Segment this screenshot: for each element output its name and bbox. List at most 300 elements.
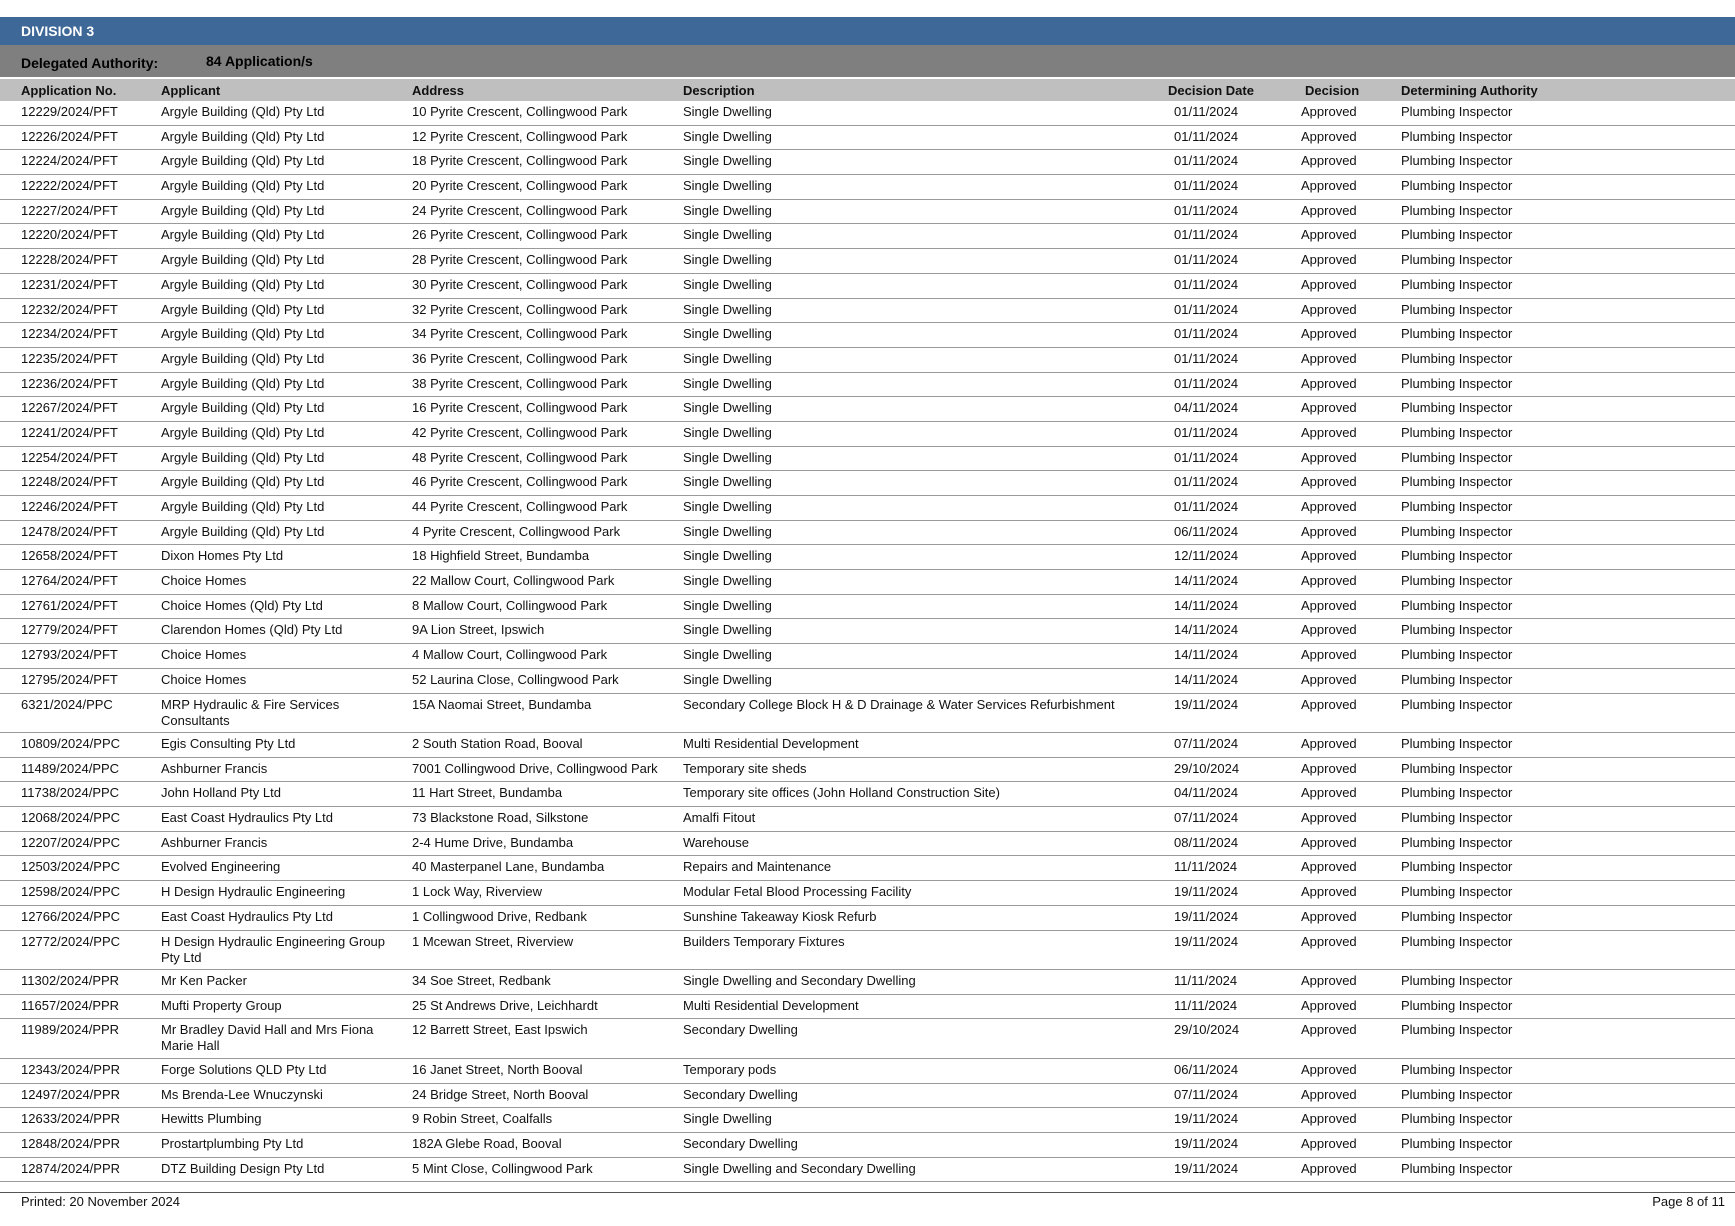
cell-description: Amalfi Fitout: [683, 810, 756, 826]
cell-decision-date: 19/11/2024: [1174, 696, 1239, 712]
cell-description: Single Dwelling: [683, 548, 772, 564]
cell-description: Single Dwelling: [683, 202, 772, 218]
cell-application-no: 12503/2024/PPC: [21, 859, 121, 875]
cell-application-no: 12874/2024/PPR: [21, 1160, 121, 1176]
cell-address: 18 Highfield Street, Bundamba: [412, 548, 590, 564]
cell-description: Single Dwelling and Secondary Dwelling: [683, 1160, 916, 1176]
cell-applicant: John Holland Pty Ltd: [161, 785, 281, 801]
cell-application-no: 12267/2024/PFT: [21, 400, 118, 416]
table-row: [0, 595, 1735, 620]
cell-application-no: 12793/2024/PFT: [21, 647, 118, 663]
cell-applicant: Choice Homes (Qld) Pty Ltd: [161, 597, 323, 613]
cell-decision-date: 01/11/2024: [1174, 375, 1239, 391]
table-row: [0, 545, 1735, 570]
cell-decision-date: 11/11/2024: [1174, 859, 1238, 875]
table-row: [0, 931, 1735, 971]
cell-address: 2 South Station Road, Booval: [412, 736, 583, 751]
cell-address: 18 Pyrite Crescent, Collingwood Park: [412, 153, 628, 169]
cell-decision-date: 11/11/2024: [1174, 997, 1238, 1013]
table-row: [0, 694, 1735, 734]
cell-application-no: 12497/2024/PPR: [21, 1086, 121, 1102]
cell-decision: Approved: [1301, 785, 1357, 801]
cell-address: 34 Soe Street, Redbank: [412, 973, 551, 988]
cell-description: Single Dwelling: [683, 1111, 772, 1127]
cell-determining-authority: Plumbing Inspector: [1401, 128, 1513, 144]
cell-applicant: Argyle Building (Qld) Pty Ltd: [161, 178, 325, 194]
cell-decision: Approved: [1301, 884, 1357, 900]
cell-address: 11 Hart Street, Bundamba: [412, 785, 563, 801]
cell-application-no: 12241/2024/PFT: [21, 424, 118, 440]
cell-determining-authority: Plumbing Inspector: [1401, 973, 1513, 988]
cell-decision-date: 01/11/2024: [1174, 276, 1239, 292]
table-row: [0, 175, 1735, 200]
cell-determining-authority: Plumbing Inspector: [1401, 573, 1513, 589]
cell-decision-date: 01/11/2024: [1174, 178, 1239, 194]
cell-applicant: Argyle Building (Qld) Pty Ltd: [161, 227, 325, 243]
division-header: [0, 17, 1735, 45]
table-row: [0, 299, 1735, 324]
cell-applicant: Evolved Engineering: [161, 859, 281, 875]
cell-determining-authority: Plumbing Inspector: [1401, 696, 1513, 712]
cell-applicant: Argyle Building (Qld) Pty Ltd: [161, 128, 325, 144]
cell-applicant: Argyle Building (Qld) Pty Ltd: [161, 301, 325, 317]
cell-address: 73 Blackstone Road, Silkstone: [412, 810, 589, 826]
cell-description: Single Dwelling: [683, 227, 772, 243]
cell-decision-date: 19/11/2024: [1174, 933, 1239, 949]
cell-application-no: 12772/2024/PPC: [21, 933, 121, 949]
cell-determining-authority: Plumbing Inspector: [1401, 834, 1513, 850]
cell-determining-authority: Plumbing Inspector: [1401, 810, 1513, 826]
cell-description: Single Dwelling: [683, 424, 772, 440]
cell-decision: Approved: [1301, 997, 1357, 1013]
cell-decision: Approved: [1301, 153, 1357, 169]
cell-decision-date: 01/11/2024: [1174, 449, 1239, 465]
cell-decision: Approved: [1301, 128, 1357, 144]
cell-address: 24 Pyrite Crescent, Collingwood Park: [412, 202, 628, 218]
cell-description: Multi Residential Development: [683, 997, 859, 1013]
table-row: [0, 1108, 1735, 1133]
cell-decision: Approved: [1301, 474, 1357, 490]
cell-description: Single Dwelling: [683, 301, 772, 317]
cell-determining-authority: Plumbing Inspector: [1401, 523, 1513, 539]
cell-decision-date: 01/11/2024: [1174, 128, 1239, 144]
cell-application-no: 12220/2024/PFT: [21, 227, 118, 243]
cell-decision-date: 11/11/2024: [1174, 973, 1238, 988]
cell-decision: Approved: [1301, 1061, 1357, 1077]
cell-applicant: Argyle Building (Qld) Pty Ltd: [161, 424, 325, 440]
cell-decision-date: 07/11/2024: [1174, 810, 1239, 826]
table-row: [0, 644, 1735, 669]
cell-application-no: 12207/2024/PPC: [21, 834, 121, 850]
cell-description: Secondary College Block H & D Drainage & Water Services Refurbishment: [683, 696, 1115, 712]
cell-decision-date: 01/11/2024: [1174, 252, 1239, 268]
cell-decision-date: 14/11/2024: [1174, 573, 1239, 589]
cell-decision-date: 01/11/2024: [1174, 153, 1239, 169]
cell-description: Single Dwelling: [683, 400, 772, 416]
cell-applicant: Argyle Building (Qld) Pty Ltd: [161, 523, 325, 539]
cell-description: Secondary Dwelling: [683, 1022, 798, 1038]
cell-address: 2-4 Hume Drive, Bundamba: [412, 834, 574, 850]
cell-determining-authority: Plumbing Inspector: [1401, 474, 1513, 490]
cell-decision: Approved: [1301, 1160, 1357, 1176]
table-row: [0, 619, 1735, 644]
cell-decision-date: 01/11/2024: [1174, 227, 1239, 243]
cell-application-no: 11302/2024/PPR: [21, 973, 120, 988]
cell-determining-authority: Plumbing Inspector: [1401, 671, 1513, 687]
cell-determining-authority: Plumbing Inspector: [1401, 499, 1513, 514]
cell-decision: Approved: [1301, 760, 1357, 776]
cell-decision-date: 29/10/2024: [1174, 1022, 1240, 1038]
cell-decision-date: 07/11/2024: [1174, 1086, 1239, 1102]
cell-decision-date: 19/11/2024: [1174, 1160, 1239, 1176]
cell-applicant: Argyle Building (Qld) Pty Ltd: [161, 375, 325, 391]
cell-decision: Approved: [1301, 424, 1357, 440]
cell-decision: Approved: [1301, 1111, 1357, 1127]
table-row: [0, 1084, 1735, 1109]
cell-description: Single Dwelling: [683, 622, 772, 638]
table-row: [0, 807, 1735, 832]
col-applicant: Applicant: [161, 83, 221, 98]
cell-determining-authority: Plumbing Inspector: [1401, 736, 1513, 751]
applications-table: [0, 101, 1735, 1182]
table-row: [0, 447, 1735, 472]
cell-application-no: 12779/2024/PFT: [21, 622, 118, 638]
cell-application-no: 12658/2024/PFT: [21, 548, 118, 564]
cell-address: 10 Pyrite Crescent, Collingwood Park: [412, 104, 628, 119]
cell-address: 1 Lock Way, Riverview: [412, 884, 543, 900]
cell-description: Temporary site sheds: [683, 760, 807, 776]
cell-application-no: 12234/2024/PFT: [21, 326, 118, 342]
cell-decision-date: 29/10/2024: [1174, 760, 1240, 776]
cell-decision: Approved: [1301, 908, 1357, 924]
table-row: [0, 422, 1735, 447]
cell-determining-authority: Plumbing Inspector: [1401, 597, 1513, 613]
cell-address: 12 Pyrite Crescent, Collingwood Park: [412, 128, 628, 144]
cell-address: 12 Barrett Street, East Ipswich: [412, 1022, 588, 1038]
cell-application-no: 12478/2024/PFT: [21, 523, 118, 539]
cell-determining-authority: Plumbing Inspector: [1401, 1111, 1513, 1127]
cell-decision: Approved: [1301, 449, 1357, 465]
cell-address: 28 Pyrite Crescent, Collingwood Park: [412, 252, 628, 268]
cell-decision: Approved: [1301, 671, 1357, 687]
cell-application-no: 12848/2024/PPR: [21, 1135, 121, 1151]
table-row: [0, 758, 1735, 783]
cell-decision: Approved: [1301, 810, 1357, 826]
cell-application-no: 12761/2024/PFT: [21, 597, 118, 613]
cell-decision: Approved: [1301, 597, 1357, 613]
table-row: [0, 970, 1735, 995]
cell-application-no: 12068/2024/PPC: [21, 810, 121, 826]
cell-description: Single Dwelling: [683, 350, 772, 366]
cell-applicant: Prostartplumbing Pty Ltd: [161, 1135, 304, 1151]
cell-application-no: 11657/2024/PPR: [21, 997, 120, 1013]
cell-address: 46 Pyrite Crescent, Collingwood Park: [412, 474, 628, 490]
cell-decision-date: 01/11/2024: [1174, 301, 1239, 317]
cell-address: 32 Pyrite Crescent, Collingwood Park: [412, 301, 628, 317]
cell-application-no: 12228/2024/PFT: [21, 252, 118, 268]
cell-applicant: Argyle Building (Qld) Pty Ltd: [161, 350, 325, 366]
cell-description: Single Dwelling: [683, 449, 772, 465]
cell-applicant: DTZ Building Design Pty Ltd: [161, 1160, 325, 1176]
cell-application-no: 12343/2024/PPR: [21, 1061, 121, 1077]
cell-determining-authority: Plumbing Inspector: [1401, 326, 1513, 342]
cell-decision: Approved: [1301, 202, 1357, 218]
cell-address: 1 Mcewan Street, Riverview: [412, 933, 574, 949]
cell-decision-date: 01/11/2024: [1174, 350, 1239, 366]
cell-applicant: Dixon Homes Pty Ltd: [161, 548, 284, 564]
table-row: [0, 348, 1735, 373]
cell-address: 16 Pyrite Crescent, Collingwood Park: [412, 400, 628, 416]
cell-decision: Approved: [1301, 326, 1357, 342]
table-row: [0, 397, 1735, 422]
cell-applicant: East Coast Hydraulics Pty Ltd: [161, 908, 333, 924]
cell-description: Repairs and Maintenance: [683, 859, 832, 875]
cell-determining-authority: Plumbing Inspector: [1401, 1160, 1513, 1176]
cell-decision: Approved: [1301, 696, 1357, 712]
col-decision-date: Decision Date: [1168, 83, 1254, 98]
cell-address: 24 Bridge Street, North Booval: [412, 1086, 589, 1102]
cell-application-no: 12766/2024/PPC: [21, 908, 121, 924]
cell-decision: Approved: [1301, 252, 1357, 268]
col-decision: Decision: [1305, 83, 1360, 98]
table-row: [0, 782, 1735, 807]
cell-application-no: 12236/2024/PFT: [21, 375, 118, 391]
cell-applicant: East Coast Hydraulics Pty Ltd: [161, 810, 333, 826]
cell-applicant: Argyle Building (Qld) Pty Ltd: [161, 499, 325, 514]
cell-description: Single Dwelling: [683, 573, 772, 589]
cell-description: Single Dwelling: [683, 178, 772, 194]
cell-applicant: Argyle Building (Qld) Pty Ltd: [161, 326, 325, 342]
cell-address: 38 Pyrite Crescent, Collingwood Park: [412, 375, 628, 391]
cell-application-no: 12598/2024/PPC: [21, 884, 121, 900]
cell-determining-authority: Plumbing Inspector: [1401, 622, 1513, 638]
cell-address: 1 Collingwood Drive, Redbank: [412, 908, 587, 924]
cell-application-no: 12224/2024/PFT: [21, 153, 118, 169]
table-row: [0, 150, 1735, 175]
cell-address: 20 Pyrite Crescent, Collingwood Park: [412, 178, 628, 194]
cell-address: 9 Robin Street, Coalfalls: [412, 1111, 553, 1127]
cell-applicant: Argyle Building (Qld) Pty Ltd: [161, 202, 325, 218]
cell-description: Single Dwelling: [683, 104, 772, 119]
cell-determining-authority: Plumbing Inspector: [1401, 785, 1513, 801]
cell-determining-authority: Plumbing Inspector: [1401, 760, 1513, 776]
cell-description: Single Dwelling: [683, 128, 772, 144]
cell-decision: Approved: [1301, 647, 1357, 663]
table-row: [0, 496, 1735, 521]
cell-decision-date: 19/11/2024: [1174, 884, 1239, 900]
cell-determining-authority: Plumbing Inspector: [1401, 400, 1513, 416]
table-row: [0, 274, 1735, 299]
cell-decision-date: 19/11/2024: [1174, 1111, 1239, 1127]
cell-determining-authority: Plumbing Inspector: [1401, 252, 1513, 268]
cell-description: Single Dwelling: [683, 252, 772, 268]
cell-decision-date: 14/11/2024: [1174, 597, 1239, 613]
cell-description: Single Dwelling: [683, 597, 772, 613]
cell-application-no: 12229/2024/PFT: [21, 104, 118, 119]
cell-application-no: 6321/2024/PPC: [21, 696, 113, 712]
cell-determining-authority: Plumbing Inspector: [1401, 178, 1513, 194]
cell-description: Multi Residential Development: [683, 736, 859, 751]
cell-description: Single Dwelling: [683, 523, 772, 539]
cell-decision: Approved: [1301, 622, 1357, 638]
cell-applicant: Argyle Building (Qld) Pty Ltd: [161, 449, 325, 465]
cell-determining-authority: Plumbing Inspector: [1401, 548, 1513, 564]
cell-address: 7001 Collingwood Drive, Collingwood Park: [412, 760, 658, 776]
cell-applicant: Choice Homes: [161, 647, 247, 663]
cell-determining-authority: Plumbing Inspector: [1401, 1022, 1513, 1038]
cell-decision-date: 07/11/2024: [1174, 736, 1239, 751]
cell-determining-authority: Plumbing Inspector: [1401, 1135, 1513, 1151]
col-description: Description: [683, 83, 755, 98]
col-application-no: Application No.: [21, 83, 117, 98]
cell-decision: Approved: [1301, 350, 1357, 366]
cell-applicant: Mr Ken Packer: [161, 973, 247, 988]
cell-applicant: Choice Homes: [161, 671, 247, 687]
cell-description: Single Dwelling: [683, 153, 772, 169]
cell-description: Single Dwelling: [683, 276, 772, 292]
cell-description: Single Dwelling: [683, 499, 772, 514]
cell-determining-authority: Plumbing Inspector: [1401, 153, 1513, 169]
table-row: [0, 1019, 1735, 1059]
cell-description: Single Dwelling and Secondary Dwelling: [683, 973, 916, 988]
cell-determining-authority: Plumbing Inspector: [1401, 859, 1513, 875]
cell-description: Temporary pods: [683, 1061, 777, 1077]
cell-decision-date: 01/11/2024: [1174, 474, 1239, 490]
cell-decision-date: 19/11/2024: [1174, 908, 1239, 924]
cell-determining-authority: Plumbing Inspector: [1401, 424, 1513, 440]
table-row: [0, 1059, 1735, 1084]
cell-address: 42 Pyrite Crescent, Collingwood Park: [412, 424, 628, 440]
cell-decision-date: 14/11/2024: [1174, 647, 1239, 663]
cell-address: 26 Pyrite Crescent, Collingwood Park: [412, 227, 628, 243]
cell-description: Sunshine Takeaway Kiosk Refurb: [683, 908, 877, 924]
table-row: [0, 126, 1735, 151]
cell-applicant: Argyle Building (Qld) Pty Ltd: [161, 400, 325, 416]
cell-address: 5 Mint Close, Collingwood Park: [412, 1160, 593, 1176]
cell-decision: Approved: [1301, 834, 1357, 850]
cell-determining-authority: Plumbing Inspector: [1401, 1086, 1513, 1102]
col-determining-authority: Determining Authority: [1401, 83, 1538, 98]
cell-applicant: Clarendon Homes (Qld) Pty Ltd: [161, 622, 343, 638]
cell-applicant: Choice Homes: [161, 573, 247, 589]
cell-applicant: Ashburner Francis: [161, 760, 268, 776]
cell-applicant: Hewitts Plumbing: [161, 1111, 262, 1127]
cell-determining-authority: Plumbing Inspector: [1401, 884, 1513, 900]
table-row: [0, 669, 1735, 694]
cell-decision: Approved: [1301, 301, 1357, 317]
cell-applicant: Argyle Building (Qld) Pty Ltd: [161, 474, 325, 490]
cell-application-no: 12235/2024/PFT: [21, 350, 118, 366]
cell-determining-authority: Plumbing Inspector: [1401, 933, 1513, 949]
cell-determining-authority: Plumbing Inspector: [1401, 997, 1513, 1013]
cell-decision: Approved: [1301, 400, 1357, 416]
cell-decision: Approved: [1301, 933, 1357, 949]
delegated-label: Delegated Authority:: [21, 55, 159, 71]
table-row: [0, 471, 1735, 496]
cell-decision-date: 01/11/2024: [1174, 104, 1239, 119]
cell-decision: Approved: [1301, 973, 1357, 988]
table-row: [0, 570, 1735, 595]
cell-determining-authority: Plumbing Inspector: [1401, 350, 1513, 366]
cell-description: Secondary Dwelling: [683, 1135, 798, 1151]
cell-decision-date: 08/11/2024: [1174, 834, 1239, 850]
cell-decision: Approved: [1301, 548, 1357, 564]
cell-application-no: 12246/2024/PFT: [21, 499, 118, 514]
cell-applicant: MRP Hydraulic & Fire Services Consultants: [161, 696, 340, 728]
cell-decision: Approved: [1301, 499, 1357, 514]
cell-description: Temporary site offices (John Holland Construction Site): [683, 785, 1000, 801]
table-row: [0, 733, 1735, 758]
cell-decision: Approved: [1301, 736, 1357, 751]
cell-description: Secondary Dwelling: [683, 1086, 798, 1102]
cell-description: Single Dwelling: [683, 671, 772, 687]
cell-decision-date: 12/11/2024: [1174, 548, 1239, 564]
table-header: [0, 79, 1735, 101]
printed-date: Printed: 20 November 2024: [21, 1194, 180, 1209]
cell-decision: Approved: [1301, 276, 1357, 292]
cell-decision-date: 06/11/2024: [1174, 523, 1239, 539]
cell-application-no: 12227/2024/PFT: [21, 202, 118, 218]
cell-application-no: 11989/2024/PPR: [21, 1022, 120, 1038]
table-row: [0, 1133, 1735, 1158]
table-row: [0, 995, 1735, 1020]
table-row: [0, 200, 1735, 225]
footer-divider: [0, 1192, 1735, 1193]
cell-address: 9A Lion Street, Ipswich: [412, 622, 545, 638]
cell-decision-date: 04/11/2024: [1174, 400, 1239, 416]
cell-applicant: Mr Bradley David Hall and Mrs Fiona Marie Hall: [161, 1022, 374, 1054]
cell-address: 52 Laurina Close, Collingwood Park: [412, 671, 619, 687]
cell-address: 34 Pyrite Crescent, Collingwood Park: [412, 326, 628, 342]
table-row: [0, 521, 1735, 546]
cell-determining-authority: Plumbing Inspector: [1401, 301, 1513, 317]
cell-address: 182A Glebe Road, Booval: [412, 1135, 562, 1151]
cell-decision-date: 01/11/2024: [1174, 326, 1239, 342]
table-row: [0, 323, 1735, 348]
cell-application-no: 12764/2024/PFT: [21, 573, 118, 589]
cell-description: Single Dwelling: [683, 474, 772, 490]
cell-applicant: Egis Consulting Pty Ltd: [161, 736, 296, 751]
cell-applicant: Argyle Building (Qld) Pty Ltd: [161, 276, 325, 292]
cell-applicant: Argyle Building (Qld) Pty Ltd: [161, 104, 325, 119]
cell-decision-date: 01/11/2024: [1174, 499, 1239, 514]
cell-determining-authority: Plumbing Inspector: [1401, 1061, 1513, 1077]
cell-application-no: 12222/2024/PFT: [21, 178, 118, 194]
cell-description: Single Dwelling: [683, 647, 772, 663]
cell-address: 15A Naomai Street, Bundamba: [412, 696, 592, 712]
cell-determining-authority: Plumbing Inspector: [1401, 227, 1513, 243]
cell-application-no: 12226/2024/PFT: [21, 128, 118, 144]
table-row: [0, 1158, 1735, 1183]
cell-application-no: 10809/2024/PPC: [21, 736, 121, 751]
cell-address: 16 Janet Street, North Booval: [412, 1061, 583, 1077]
cell-decision: Approved: [1301, 1086, 1357, 1102]
cell-determining-authority: Plumbing Inspector: [1401, 647, 1513, 663]
cell-applicant: Ashburner Francis: [161, 834, 268, 850]
delegated-authority-bar: [0, 45, 1735, 77]
cell-address: 22 Mallow Court, Collingwood Park: [412, 573, 615, 589]
cell-applicant: Argyle Building (Qld) Pty Ltd: [161, 153, 325, 169]
col-address: Address: [412, 83, 465, 98]
cell-applicant: H Design Hydraulic Engineering Group Pty Ltd: [161, 933, 386, 965]
cell-decision: Approved: [1301, 573, 1357, 589]
table-row: [0, 832, 1735, 857]
table-row: [0, 224, 1735, 249]
cell-address: 25 St Andrews Drive, Leichhardt: [412, 997, 598, 1013]
cell-decision-date: 14/11/2024: [1174, 671, 1239, 687]
cell-application-no: 12795/2024/PFT: [21, 671, 118, 687]
cell-decision-date: 19/11/2024: [1174, 1135, 1239, 1151]
